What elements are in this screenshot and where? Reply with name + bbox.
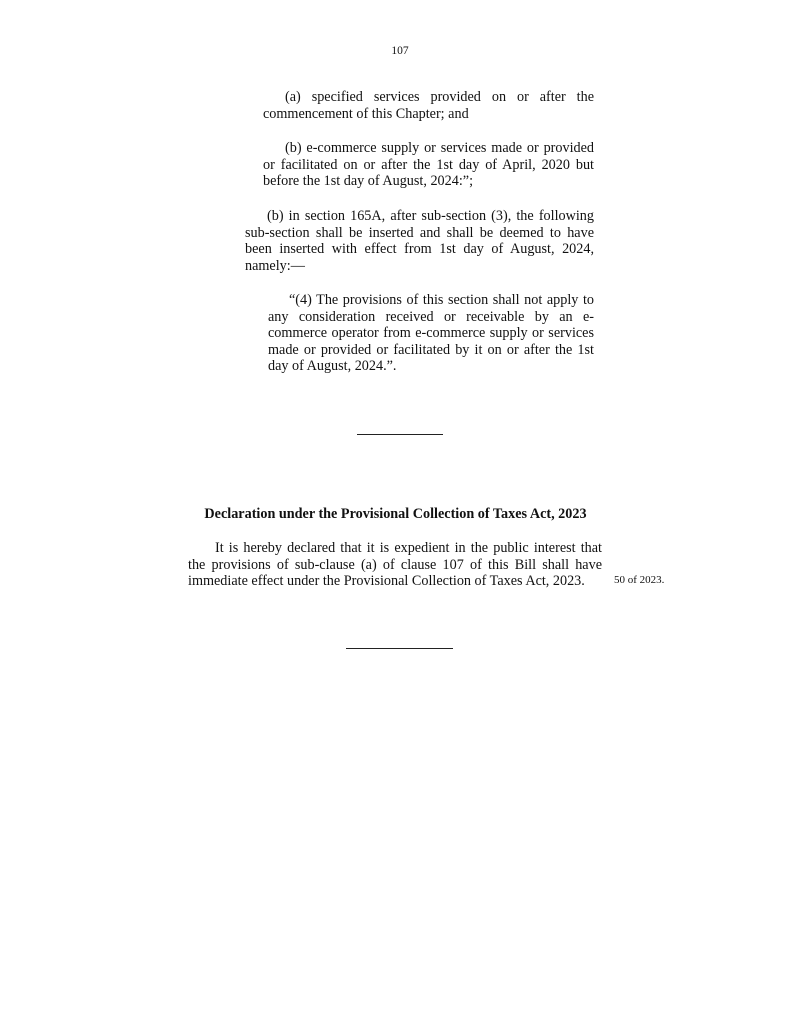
amendment-paragraph: (b) in section 165A, after sub-section (3), the following sub-section shall be inserted and shall be deemed to have been inserted with effect from 1st day of August, 2024, namely:— [245, 208, 594, 274]
declaration-heading: Declaration under the Provisional Collection of Taxes Act, 2023 [204, 506, 587, 522]
clause-b: (b) e-commerce supply or services made or provided or facilitated on or after the 1st day of April, 2020 but before the 1st day of August, 2024:”; [263, 140, 594, 190]
inserted-subsection: “(4) The provisions of this section shall not apply to any consideration received or receivable by an e-commerce operator from e-commerce supply or services made or provided or facilitated by it on or after the 1st day of August, 2024.”. [268, 292, 594, 375]
margin-note: 50 of 2023. [614, 574, 665, 586]
section-divider [357, 434, 443, 435]
clause-a: (a) specified services provided on or after the commencement of this Chapter; and [263, 89, 594, 122]
page-number: 107 [391, 45, 409, 57]
declaration-paragraph: It is hereby declared that it is expedient in the public interest that the provisions of sub-clause (a) of clause 107 of this Bill shall have immediate effect under the Provisional Collection of Taxes Act, 2023. [188, 540, 602, 590]
end-divider [346, 648, 453, 649]
